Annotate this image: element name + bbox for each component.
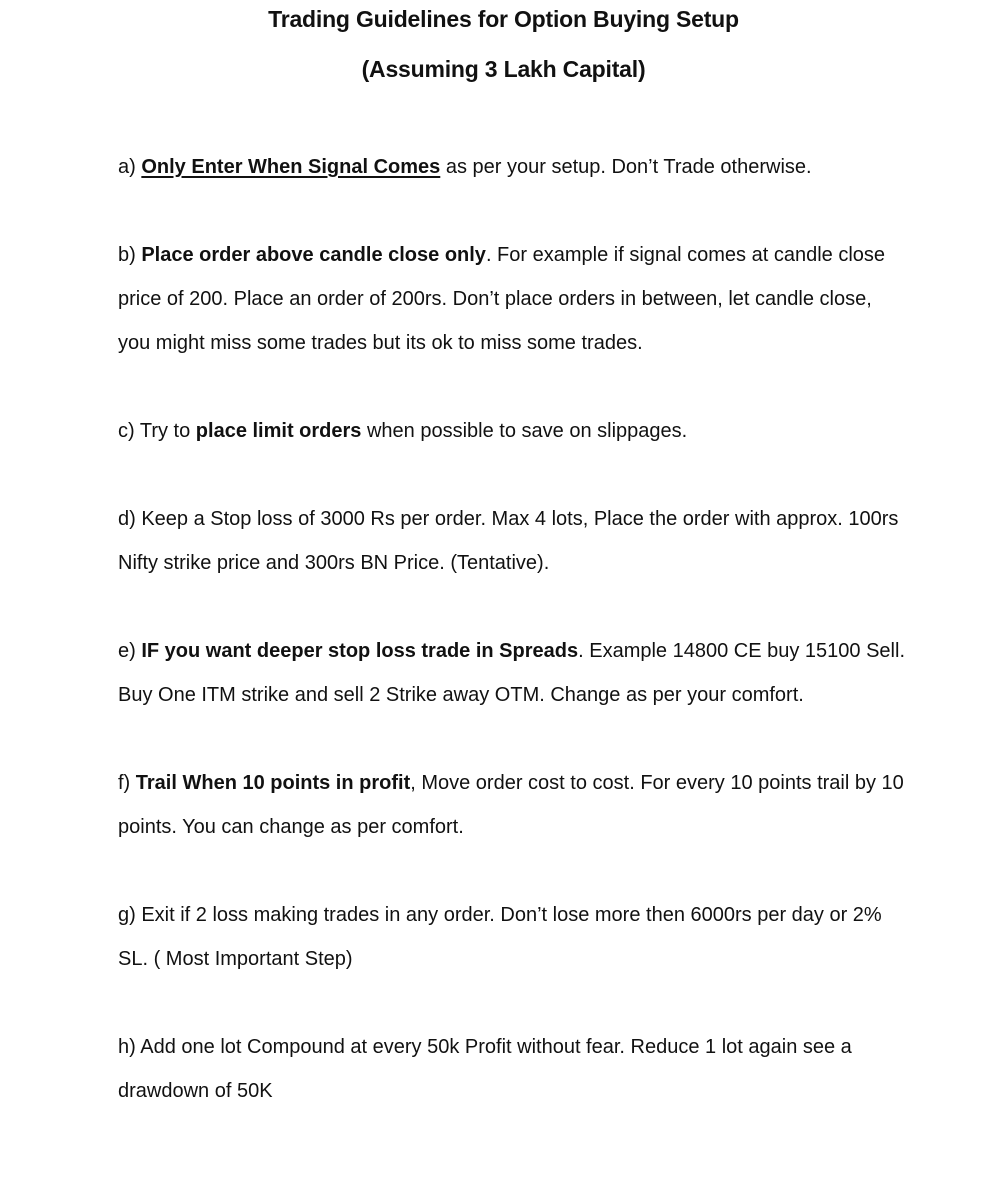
guideline-text: as per your setup. Don’t Trade otherwise. <box>440 156 812 178</box>
guideline-text: when possible to save on slippages. <box>361 420 688 442</box>
guideline-emphasis: Trail When 10 points in profit <box>135 772 411 794</box>
guideline-d <box>118 497 908 585</box>
guideline-text: . Example 14800 CE buy 15100 Sell. Buy One ITM strike and sell 2 Strike away OTM. Change as per your comfort. <box>118 640 905 706</box>
guideline-emphasis: place limit orders <box>195 420 362 442</box>
guideline-prefix: b) <box>118 244 142 266</box>
guideline-emphasis: IF you want deeper stop loss trade in Spreads <box>141 640 579 662</box>
guideline-emphasis: Place order above candle close only <box>141 244 486 266</box>
guideline-list <box>118 145 908 1157</box>
guideline-prefix: h) <box>118 1036 141 1058</box>
guideline-h <box>118 1025 908 1113</box>
guideline-c <box>118 409 908 453</box>
guideline-prefix: d) <box>118 508 142 530</box>
guideline-prefix: g) <box>118 904 142 926</box>
document-title: Trading Guidelines for Option Buying Setup <box>268 6 739 32</box>
guideline-text: Exit if 2 loss making trades in any order. Don’t lose more then 6000rs per day or 2% SL. ( Most Important Step) <box>118 904 882 970</box>
guideline-f <box>118 761 908 849</box>
guideline-prefix: f) <box>118 772 136 794</box>
guideline-prefix: c) Try to <box>118 420 196 442</box>
guideline-text: , Move order cost to cost. For every 10 points trail by 10 points. You can change as per comfort. <box>118 772 904 838</box>
guideline-e <box>118 629 908 717</box>
guideline-b <box>118 233 908 365</box>
guideline-prefix: e) <box>118 640 142 662</box>
document-subtitle: (Assuming 3 Lakh Capital) <box>361 56 646 82</box>
guideline-prefix: a) <box>118 156 142 178</box>
guideline-text: Keep a Stop loss of 3000 Rs per order. Max 4 lots, Place the order with approx. 100rs Nifty strike price and 300rs BN Price. (Tentative). <box>118 508 899 574</box>
guideline-a <box>118 145 908 189</box>
guideline-g <box>118 893 908 981</box>
guideline-emphasis: Only Enter When Signal Comes <box>141 156 441 178</box>
guideline-text: . For example if signal comes at candle close price of 200. Place an order of 200rs. Don’t place orders in between, let candle close, you might miss some trades but its ok to miss some trades. <box>118 244 886 354</box>
guideline-text: Add one lot Compound at every 50k Profit without fear. Reduce 1 lot again see a drawdown of 50K <box>118 1036 852 1102</box>
